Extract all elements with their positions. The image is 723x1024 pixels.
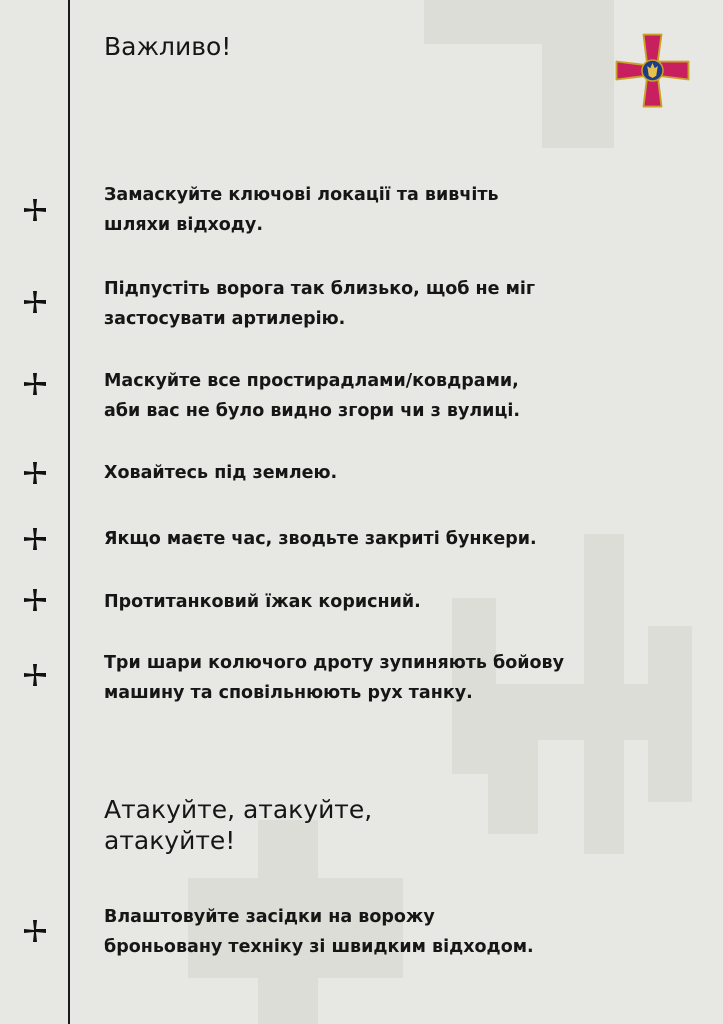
background-cross-top — [424, 0, 614, 148]
bullet-cross-icon — [24, 199, 46, 221]
section-heading: Атакуйте, атакуйте, атакуйте! — [104, 795, 373, 855]
list-item: Підпустіть ворога так близько, щоб не міг застосувати артилерію. — [104, 279, 536, 329]
list-item: Якщо маєте час, зводьте закриті бункери. — [104, 529, 537, 549]
list-item: Замаскуйте ключові локації та вивчіть шляхи відходу. — [104, 185, 499, 235]
list-item: Маскуйте все простирадлами/ковдрами, аби вас не було видно згори чи з вулиці. — [104, 371, 521, 421]
list-item: Ховайтесь під землею. — [104, 463, 338, 483]
armed-forces-emblem-icon — [615, 33, 690, 108]
list-item: Протитанковий їжак корисний. — [104, 592, 421, 612]
margin-line — [68, 0, 70, 1024]
bullet-cross-icon — [24, 920, 46, 942]
bullet-cross-icon — [24, 664, 46, 686]
page-title: Важливо! — [104, 32, 232, 61]
bullet-cross-icon — [24, 462, 46, 484]
list-item: Три шари колючого дроту зупиняють бойову машину та сповільнюють рух танку. — [104, 653, 565, 703]
bullet-cross-icon — [24, 291, 46, 313]
bullet-cross-icon — [24, 373, 46, 395]
list-item: Влаштовуйте засідки на ворожу броньовану техніку зі швидким відходом. — [104, 907, 534, 957]
bullet-cross-icon — [24, 528, 46, 550]
bullet-cross-icon — [24, 589, 46, 611]
